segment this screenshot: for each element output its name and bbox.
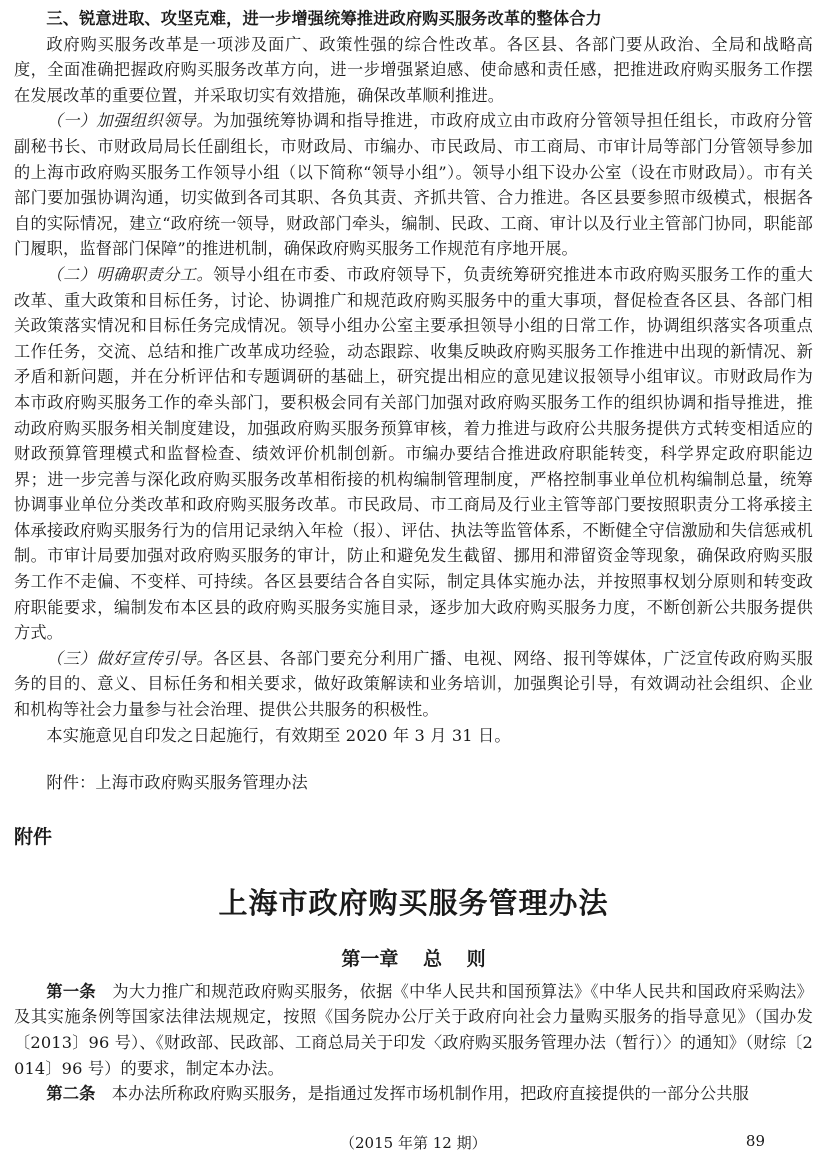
article-2-paragraph: [14, 1081, 813, 1107]
article-1-label: 第一条: [46, 981, 96, 1001]
annex-title: 上海市政府购买服务管理办法: [218, 885, 609, 920]
item-3-title: （三）做好宣传引导。: [46, 648, 214, 668]
article-1-paragraph: [14, 979, 813, 1081]
item-3-paragraph: [14, 646, 813, 723]
article-2-text: 本办法所称政府购买服务，是指通过发挥市场机制作用，把政府直接提供的一部分公共服: [111, 1084, 749, 1104]
item-3-text: 各区县、各部门要充分利用广播、电视、网络、报刊等媒体，广泛宣传政府购买服务的目的、意义、目标任务和相关要求，做好政策解读和业务培训，加强舆论引导，有效调动社会组织、企业和机构等社会力量参与社会治理、提供公共服务的积极性。: [14, 648, 813, 720]
page-number: 89: [745, 1132, 765, 1150]
article-2-label: 第二条: [46, 1084, 96, 1104]
annex-label: 附件: [14, 825, 53, 848]
item-2-text: 领导小组在市委、市政府领导下，负责统筹研究推进本市政府购买服务工作的重大改革、重大政策和目标任务，讨论、协调推广和规范政府购买服务中的重大事项，督促检查各区县、各部门相关政策落实情况和目标任务完成情况。领导小组办公室主要承担领导小组的日常工作，协调组织落实各项重点工作任务，交流、总结和推广改革成功经验，动态跟踪、收集反映政府购买服务工作推进中出现的新情况、新矛盾和新问题，并在分析评估和专题调研的基础上，研究提出相应的意见建议报领导小组审议。市财政局作为本市政府购买服务工作的牵头部门，要积极会同有关部门加强对政府购买服务工作的组织协调和指导推进，推动政府购买服务相关制度建设，加强政府购买服务预算审核，着力推进与政府公共服务提供方式转变相适应的财政预算管理模式和监督检查、绩效评价机制创新。市编办要结合推进政府职能转变，科学界定政府职能边界；进一步完善与深化政府购买服务改革相衔接的机构编制管理制度，严格控制事业单位机构编制总量，统筹协调事业单位分类改革和政府购买服务改革。市民政局、市工商局及行业主管等部门要按照职责分工将承接主体承接政府购买服务行为的信用记录纳入年检（报）、评估、执法等监管体系，不断健全守信激励和失信惩戒机制。市审计局要加强对政府购买服务的审计，防止和避免发生截留、挪用和滞留资金等现象，确保政府购买服务工作不走偏、不变样、可持续。各区县要结合各自实际，制定具体实施办法，并按照事权划分原则和转变政府职能要求，编制发布本区县的政府购买服务实施目录，逐步加大政府购买服务力度，不断创新公共服务提供方式。: [14, 264, 813, 643]
issue-label: （2015 年第 12 期）: [340, 1134, 487, 1152]
chapter-heading: 第一章 总 则: [341, 947, 486, 970]
effective-date-paragraph: 本实施意见自印发之日起施行，有效期至 2020 年 3 月 31 日。: [46, 725, 511, 745]
attachment-note: 附件：上海市政府购买服务管理办法: [46, 773, 308, 793]
intro-paragraph: 政府购买服务改革是一项涉及面广、政策性强的综合性改革。各区县、各部门要从政治、全局和战略高度，全面准确把握政府购买服务改革方向，进一步增强紧迫感、使命感和责任感，把推进政府购买服务工作摆在发展改革的重要位置，并采取切实有效措施，确保改革顺利推进。: [14, 34, 813, 105]
item-1-text: 为加强统筹协调和指导推进，市政府成立由市政府分管领导担任组长，市政府分管副秘书长、市财政局局长任副组长，市财政局、市编办、市民政局、市工商局、市审计局等部门分管领导参加的上海市政府购买服务工作领导小组（以下简称“领导小组”）。领导小组下设办公室（设在市财政局）。市有关部门要加强协调沟通，切实做到各司其职、各负其责、齐抓共管、合力推进。各区县要参照市级模式，根据各自的实际情况，建立“政府统一领导，财政部门牵头，编制、民政、工商、审计以及行业主管部门协同，职能部门履职，监督部门保障”的推进机制，确保政府购买服务工作规范有序地开展。: [14, 111, 813, 259]
section-heading: 三、锐意进取、攻坚克难，进一步增强统筹推进政府购买服务改革的整体合力: [46, 9, 602, 28]
item-2-title: （二）明确职责分工。: [46, 264, 214, 284]
item-2-paragraph: [14, 262, 813, 646]
item-1-paragraph: [14, 108, 813, 262]
item-1-title: （一）加强组织领导。: [46, 111, 214, 131]
article-1-text: 为大力推广和规范政府购买服务，依据《中华人民共和国预算法》《中华人民共和国政府采购法》及其实施条例等国家法律法规规定，按照《国务院办公厅关于政府向社会力量购买服务的指导意见》（国办发〔2013〕96 号）、《财政部、民政部、工商总局关于印发〈政府购买服务管理办法（暂行）〉的通知》（财综〔2014〕96 号）的要求，制定本办法。: [14, 981, 814, 1078]
